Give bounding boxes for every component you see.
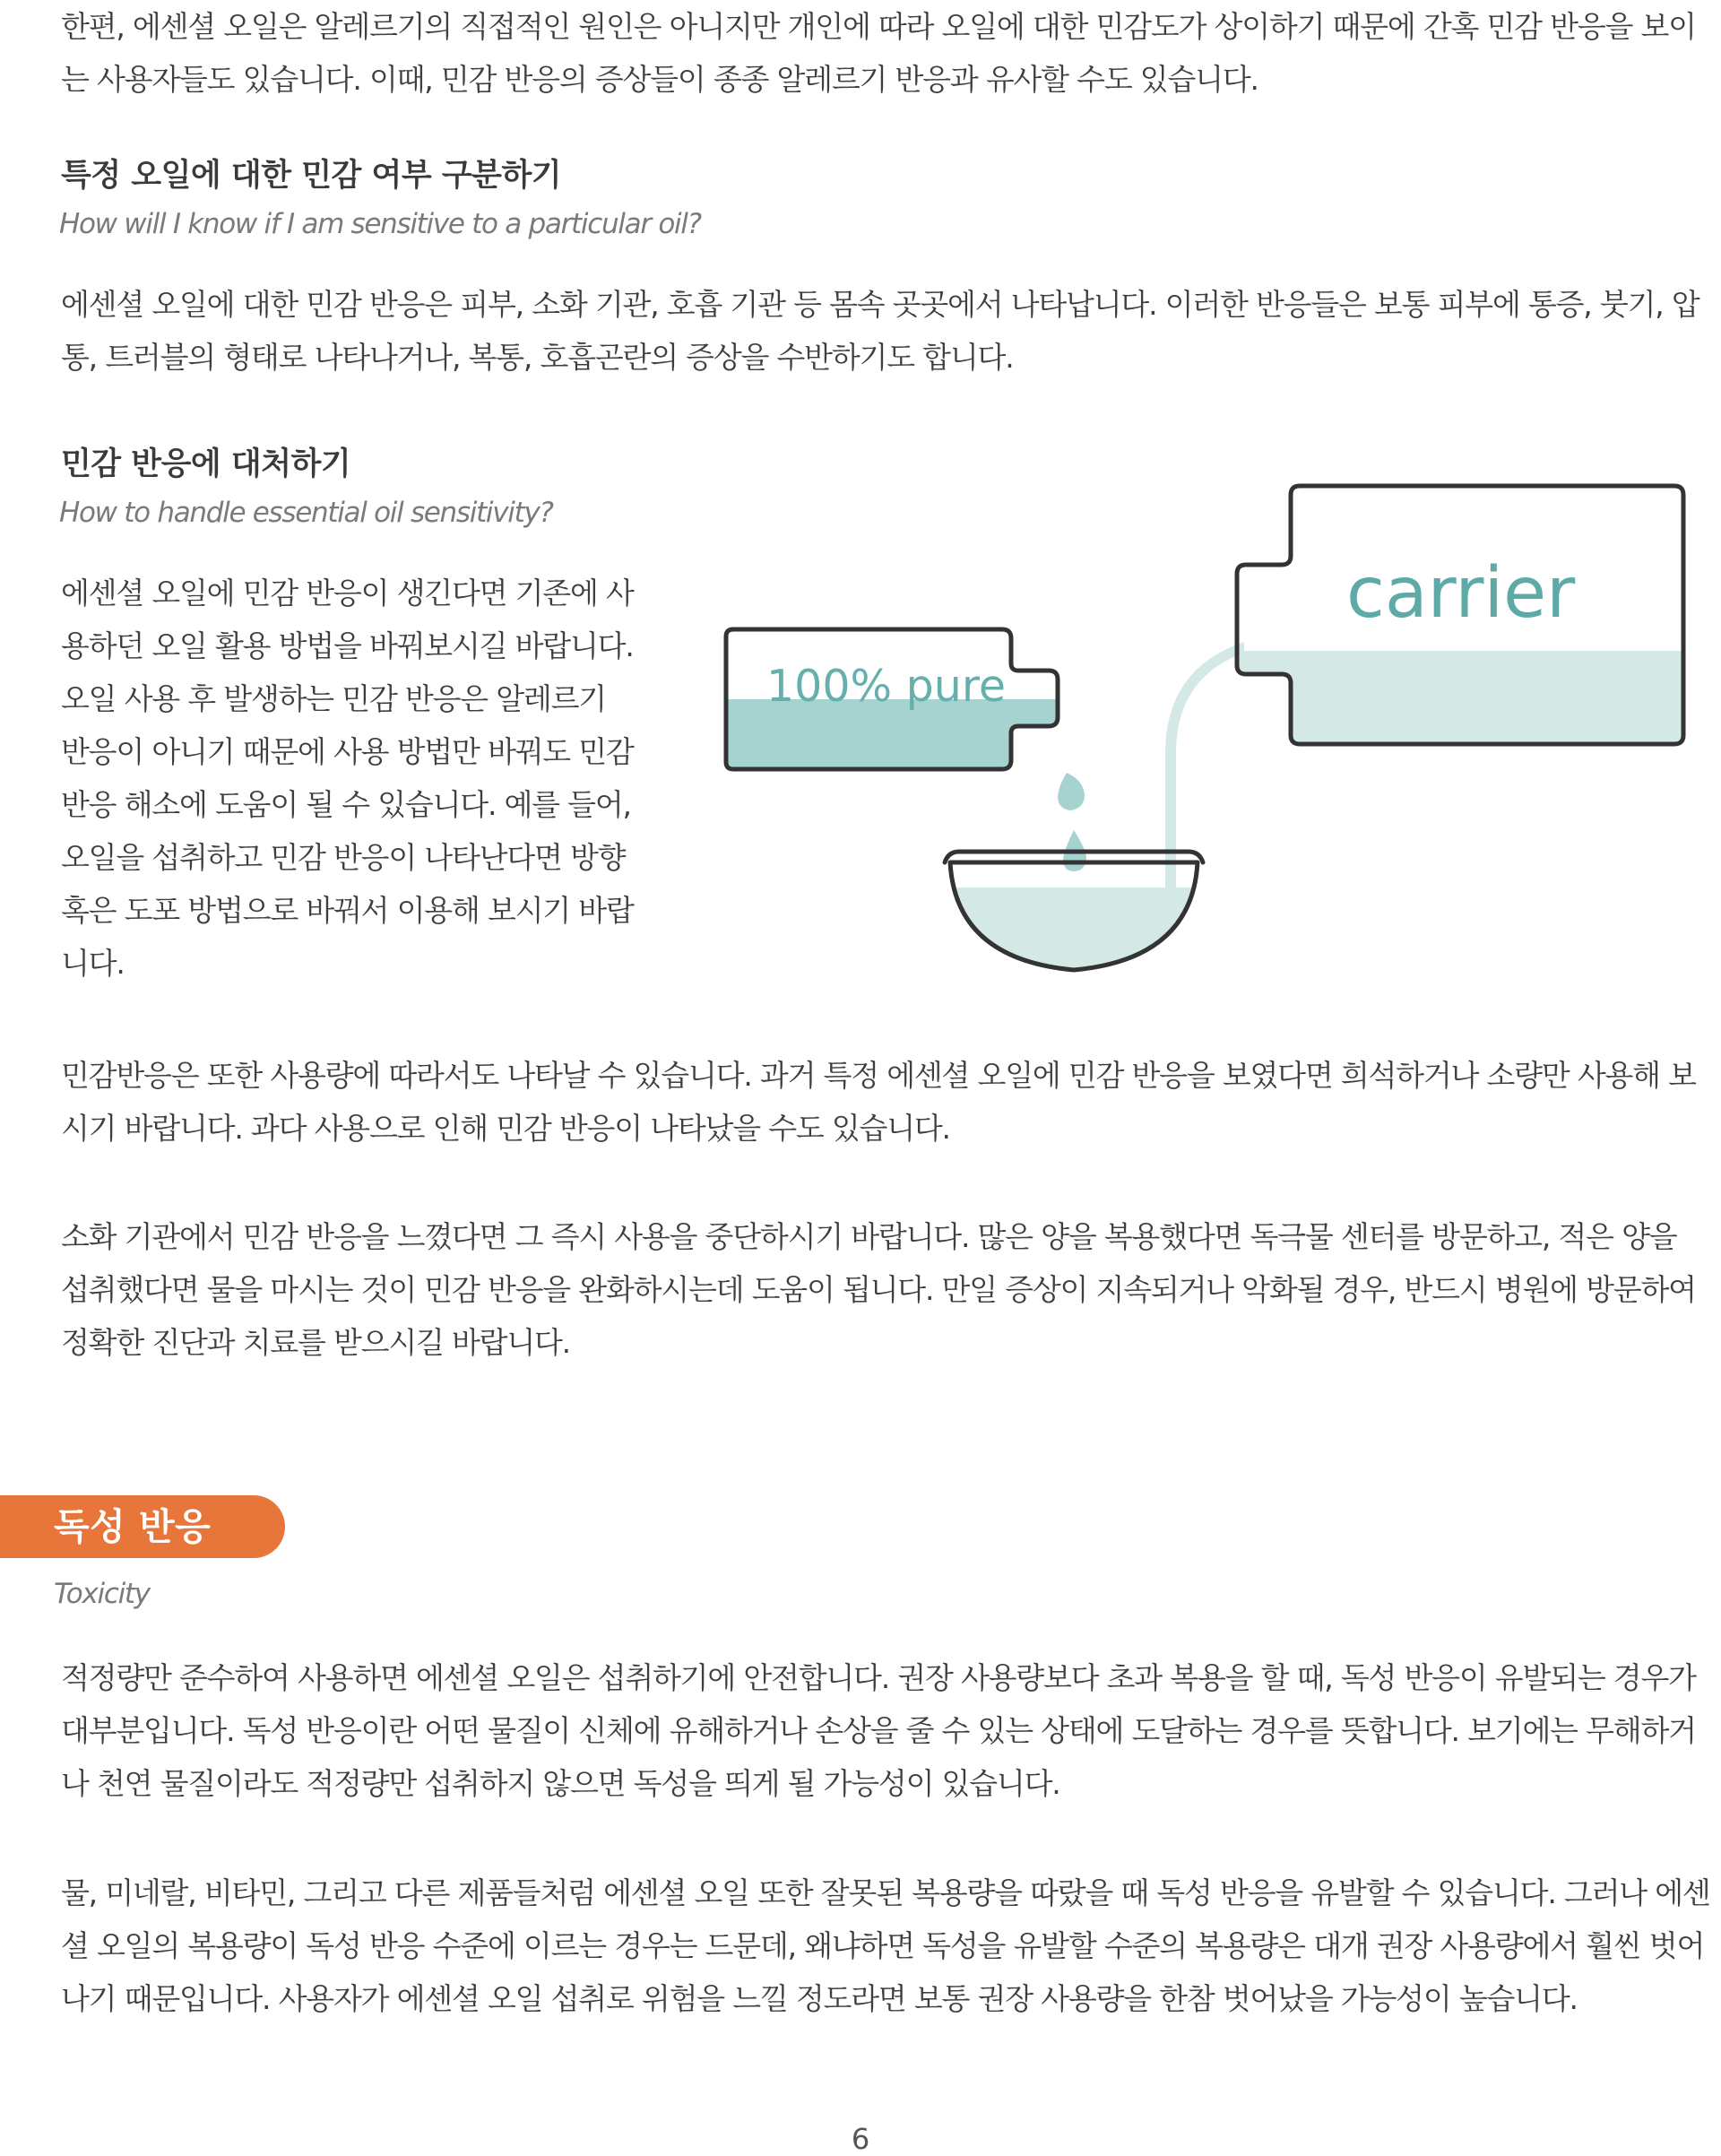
toxicity-paragraph-2: 물, 미네랄, 비타민, 그리고 다른 제품들처럼 에센셜 오일 또한 잘못된 복용량을 따랐을 때 독성 반응을 유발할 수 있습니다. 그러나 에센셜 오일의 복용량이 독성 반응 수준에 이르는 경우는 드문데, 왜냐하면 독성을 유발할 수준의 복용량은 대개 권장 사용량에서 훨씬 벗어나기 때문입니다. 사용자가 에센셜 오일 섭취로 위험을 느낄 정도라면 보통 권장 사용량을 한참 벗어났을 가능성이 높습니다. <box>61 1875 1710 2016</box>
digestive-paragraph: 소화 기관에서 민감 반응을 느꼈다면 그 즉시 사용을 중단하시기 바랍니다. 많은 양을 복용했다면 독극물 센터를 방문하고, 적은 양을 섭취했다면 물을 마시는 것이 민감 반응을 완화하시는데 도움이 됩니다. 만일 증상이 지속되거나 악화될 경우, 반드시 병원에 방문하여 정확한 진단과 치료를 받으시길 바랍니다. <box>61 1219 1696 1360</box>
oil-drop-large <box>1058 773 1085 810</box>
toxicity-subtitle: Toxicity <box>54 1578 150 1610</box>
dosage-paragraph: 민감반응은 또한 사용량에 따라서도 나타날 수 있습니다. 과거 특정 에센셜 오일에 민감 반응을 보였다면 희석하거나 소량만 사용해 보시기 바랍니다. 과다 사용으로 인해 민감 반응이 나타났을 수도 있습니다. <box>61 1058 1696 1146</box>
section-heading-sensitivity-check: 특정 오일에 대한 민감 여부 구분하기 <box>61 158 562 194</box>
toxicity-section-pill <box>0 1495 285 1558</box>
dilution-illustration <box>717 475 1703 995</box>
pure-label: 100% pure <box>766 661 1007 712</box>
intro-paragraph: 한편, 에센셜 오일은 알레르기의 직접적인 원인은 아니지만 개인에 따라 오일에 대한 민감도가 상이하기 때문에 간혹 민감 반응을 보이는 사용자들도 있습니다. 이때, 민감 반응의 증상들이 종종 알레르기 반응과 유사할 수도 있습니다. <box>61 9 1696 97</box>
sensitivity-check-paragraph: 에센셜 오일에 대한 민감 반응은 피부, 소화 기관, 호흡 기관 등 몸속 곳곳에서 나타납니다. 이러한 반응들은 보통 피부에 통증, 붓기, 압통, 트러블의 형태로 나타나거나, 복통, 호흡곤란의 증상을 수반하기도 합니다. <box>61 287 1699 375</box>
section-subtitle-handle-sensitivity: How to handle essential oil sensitivity? <box>59 497 553 529</box>
handle-sensitivity-paragraph: 에센셜 오일에 민감 반응이 생긴다면 기존에 사용하던 오일 활용 방법을 바꿔보시길 바랍니다. 오일 사용 후 발생하는 민감 반응은 알레르기 반응이 아니기 때문에 사용 방법만 바꿔도 민감 반응 해소에 도움이 될 수 있습니다. 예를 들어, 오일을 섭취하고 민감 반응이 나타난다면 방향 혹은 도포 방법으로 바꿔서 이용해 보시기 바랍니다. <box>61 576 634 981</box>
carrier-label: carrier <box>1346 553 1576 634</box>
page-number: 6 <box>851 2122 870 2156</box>
toxicity-section-label: 독성 반응 <box>54 1505 212 1548</box>
section-subtitle-sensitivity-check: How will I know if I am sensitive to a particular oil? <box>59 208 701 240</box>
toxicity-paragraph-1: 적정량만 준수하여 사용하면 에센셜 오일은 섭취하기에 안전합니다. 권장 사용량보다 초과 복용을 할 때, 독성 반응이 유발되는 경우가 대부분입니다. 독성 반응이란 어떤 물질이 신체에 유해하거나 손상을 줄 수 있는 상태에 도달하는 경우를 뜻합니다. 보기에는 무해하거나 천연 물질이라도 적정량만 섭취하지 않으면 독성을 띄게 될 가능성이 있습니다. <box>61 1660 1696 1801</box>
section-heading-handle-sensitivity: 민감 반응에 대처하기 <box>61 446 351 482</box>
